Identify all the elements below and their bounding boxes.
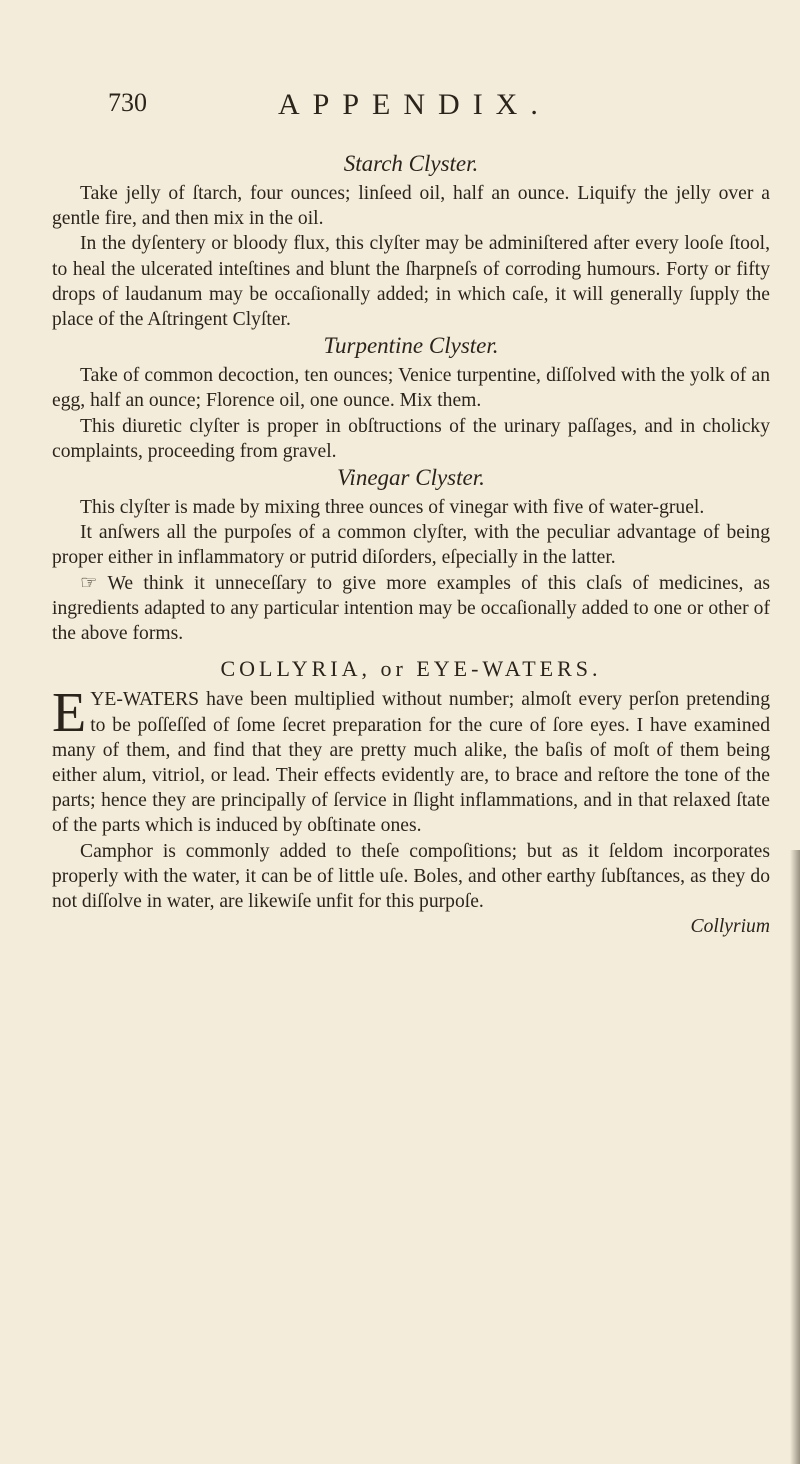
drop-cap: E (52, 682, 87, 745)
paragraph: In the dyſentery or bloody flux, this clyſter may be adminiſtered after every looſe ſtool, to heal the ulcerated inteſtines and blunt the ſharpneſs of corroding humours. Forty or fifty drops of laudanum may be occaſionally added; in which caſe, it will generally ſupply the place of the Aſtringent Clyſter. (52, 233, 770, 331)
running-head (108, 88, 730, 128)
pointing-hand-icon: ☞ (80, 572, 98, 594)
page-edge-shadow (790, 850, 800, 1464)
paragraph: Camphor is commonly added to theſe compoſitions; but as it ſeldom incorporates properly with the water, it can be of little uſe. Boles, and other earthy ſubſtances, as they do not diſſolve in water, are likewiſe unfit for this purpoſe. (52, 840, 770, 913)
paragraph: Take of common decoction, ten ounces; Venice turpentine, diſſolved with the yolk of an egg, half an ounce; Florence oil, one ounce. Mix them. (52, 365, 770, 412)
paragraph (52, 682, 770, 838)
paragraph: This diuretic clyſter is proper in obſtructions of the urinary paſſages, and in cholicky complaints, proceeding from gravel. (52, 415, 770, 462)
page-number: 730 (108, 88, 147, 117)
running-title: APPENDIX. (278, 88, 551, 121)
paragraph: This clyſter is made by mixing three ounces of vinegar with five of water-gruel. (80, 497, 705, 519)
section-heading-vinegar-clyster: Vinegar Clyster. (337, 465, 485, 491)
paragraph: It anſwers all the purpoſes of a common clyſter, with the peculiar advantage of being proper either in inflammatory or putrid diſorders, eſpecially in the latter. (52, 522, 770, 569)
catchword: Collyrium (690, 916, 770, 938)
paragraph: Take jelly of ſtarch, four ounces; linſeed oil, half an ounce. Liquify the jelly over a gentle fire, and then mix in the oil. (52, 183, 770, 230)
section-heading-turpentine-clyster: Turpentine Clyster. (323, 333, 499, 359)
body-text (52, 150, 770, 939)
section-heading-starch-clyster: Starch Clyster. (343, 151, 479, 176)
paragraph-text: YE-WATERS have been multiplied without number; almoſt every perſon pretending to be poſſeſſed of ſome ſecret preparation for the cure of ſore eyes. I have examined many of them, and find that they are pretty much alike, the baſis of moſt of them being either alum, vitriol, or lead. Their effects evidently are, to brace and reſtore the tone of the parts; hence they are principally of ſervice in ſlight inflammations, and in that relaxed ſtate of the parts which is induced by obſtinate ones. (52, 689, 770, 837)
editorial-note (52, 571, 770, 647)
section-heading-collyria: COLLYRIA, or EYE-WATERS. (220, 656, 602, 682)
note-text: We think it unneceſſary to give more examples of this claſs of medicines, as ingredients adapted to any particular intention may be occaſionally added to one or other of the above forms. (52, 572, 770, 645)
